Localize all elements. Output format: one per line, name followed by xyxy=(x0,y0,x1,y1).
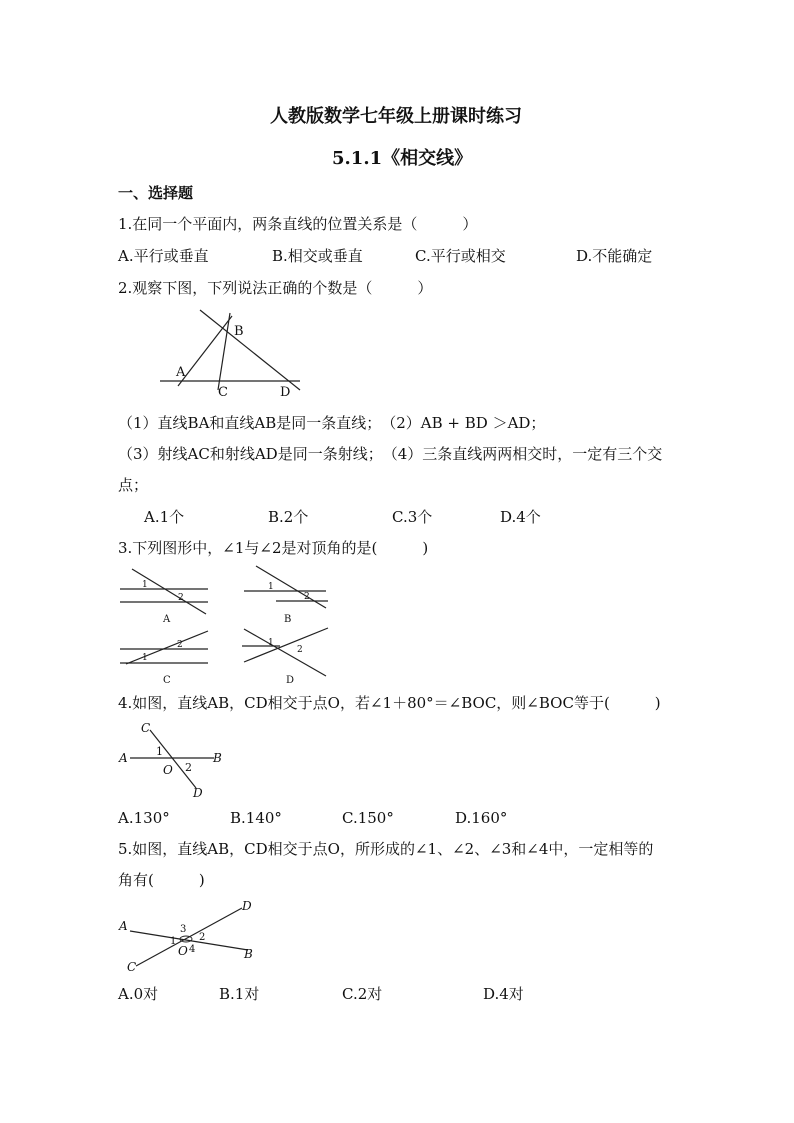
question-5-stem-line-1: 5.如图，直线AB，CD相交于点O，所形成的∠1、∠2、∠3和∠4中，一定相等的 xyxy=(118,840,654,858)
question-2-figure xyxy=(160,308,320,400)
question-4-option-b: B.140° xyxy=(230,809,282,827)
q3c-angle-2: 2 xyxy=(177,640,183,650)
q4-label-c: C xyxy=(141,721,151,735)
q4-label-b: B xyxy=(213,751,222,765)
question-5-option-d: D.4对 xyxy=(483,985,524,1003)
question-5-stem-line-2: 角有( ) xyxy=(118,871,205,889)
q5-angle-1: 1 xyxy=(170,936,177,947)
q3a-caption: A xyxy=(163,614,171,625)
question-1-option-b: B.相交或垂直 xyxy=(272,247,363,265)
q5-angle-3: 3 xyxy=(180,924,187,935)
q4-label-o: O xyxy=(163,763,173,777)
page-title: 人教版数学七年级上册课时练习 xyxy=(270,106,522,127)
q5-label-c: C xyxy=(127,960,137,974)
question-2-option-d: D.4个 xyxy=(500,508,541,526)
question-2-stem: 2.观察下图，下列说法正确的个数是（ ） xyxy=(118,279,433,297)
q3a-angle-1: 1 xyxy=(142,580,148,590)
page-subtitle: 5.1.1《相交线》 xyxy=(332,148,473,169)
q4-label-a: A xyxy=(119,751,128,765)
question-5-figure xyxy=(118,900,263,978)
q4-angle-2: 2 xyxy=(185,761,192,774)
q4-angle-1: 1 xyxy=(156,745,163,758)
question-5-option-c: C.2对 xyxy=(342,985,383,1003)
q3d-angle-1: 1 xyxy=(268,638,274,648)
q2-label-d: D xyxy=(280,385,291,400)
q3b-angle-2: 2 xyxy=(304,592,310,602)
q5-label-b: B xyxy=(244,947,253,961)
section-heading: 一、选择题 xyxy=(118,184,194,202)
q2-label-a: A xyxy=(176,365,186,380)
q5-angle-2: 2 xyxy=(199,932,206,943)
question-2-option-b: B.2个 xyxy=(268,508,309,526)
q5-label-d: D xyxy=(242,899,252,913)
question-1-option-d: D.不能确定 xyxy=(576,247,653,265)
question-3-figure-c xyxy=(120,624,215,684)
q3b-caption: B xyxy=(284,614,292,625)
question-1-stem: 1.在同一个平面内，两条直线的位置关系是（ ） xyxy=(118,215,478,233)
question-3-figure-b xyxy=(244,564,339,624)
question-2-statement-1-2: （1）直线BA和直线AB是同一条直线； （2）AB + BD ＞AD； xyxy=(118,414,546,432)
question-3-stem: 3.下列图形中，∠1与∠2是对顶角的是( ) xyxy=(118,539,429,557)
question-2-option-c: C.3个 xyxy=(392,508,433,526)
q2-label-c: C xyxy=(218,385,228,400)
q3c-angle-1: 1 xyxy=(142,653,148,663)
question-5-option-b: B.1对 xyxy=(219,985,260,1003)
q5-label-a: A xyxy=(119,919,128,933)
question-2-option-a: A.1个 xyxy=(144,508,185,526)
q3a-angle-2: 2 xyxy=(178,593,184,603)
q5-angle-4: 4 xyxy=(189,944,196,955)
question-4-option-d: D.160° xyxy=(455,809,508,827)
q3b-angle-1: 1 xyxy=(268,582,274,592)
question-1-option-c: C.平行或相交 xyxy=(415,247,506,265)
q2-label-b: B xyxy=(234,324,244,339)
question-2-statement-3-4: （3）射线AC和射线AD是同一条射线； （4）三条直线两两相交时，一定有三个交 xyxy=(118,445,663,463)
q3d-caption: D xyxy=(286,675,295,686)
question-4-stem: 4.如图，直线AB，CD相交于点O，若∠1＋80°＝∠BOC，则∠BOC等于( ) xyxy=(118,694,661,712)
question-2-statement-4-cont: 点； xyxy=(118,476,149,494)
question-4-option-c: C.150° xyxy=(342,809,394,827)
question-3-figure-d xyxy=(242,624,337,684)
question-3-figure-a xyxy=(120,564,215,624)
q3c-caption: C xyxy=(163,675,171,686)
question-5-option-a: A.0对 xyxy=(118,985,159,1003)
q5-label-o: O xyxy=(178,944,188,958)
question-4-figure xyxy=(118,721,233,800)
question-1-option-a: A.平行或垂直 xyxy=(118,247,209,265)
question-4-option-a: A.130° xyxy=(118,809,170,827)
q4-label-d: D xyxy=(193,786,203,800)
q3d-angle-2: 2 xyxy=(297,645,303,655)
